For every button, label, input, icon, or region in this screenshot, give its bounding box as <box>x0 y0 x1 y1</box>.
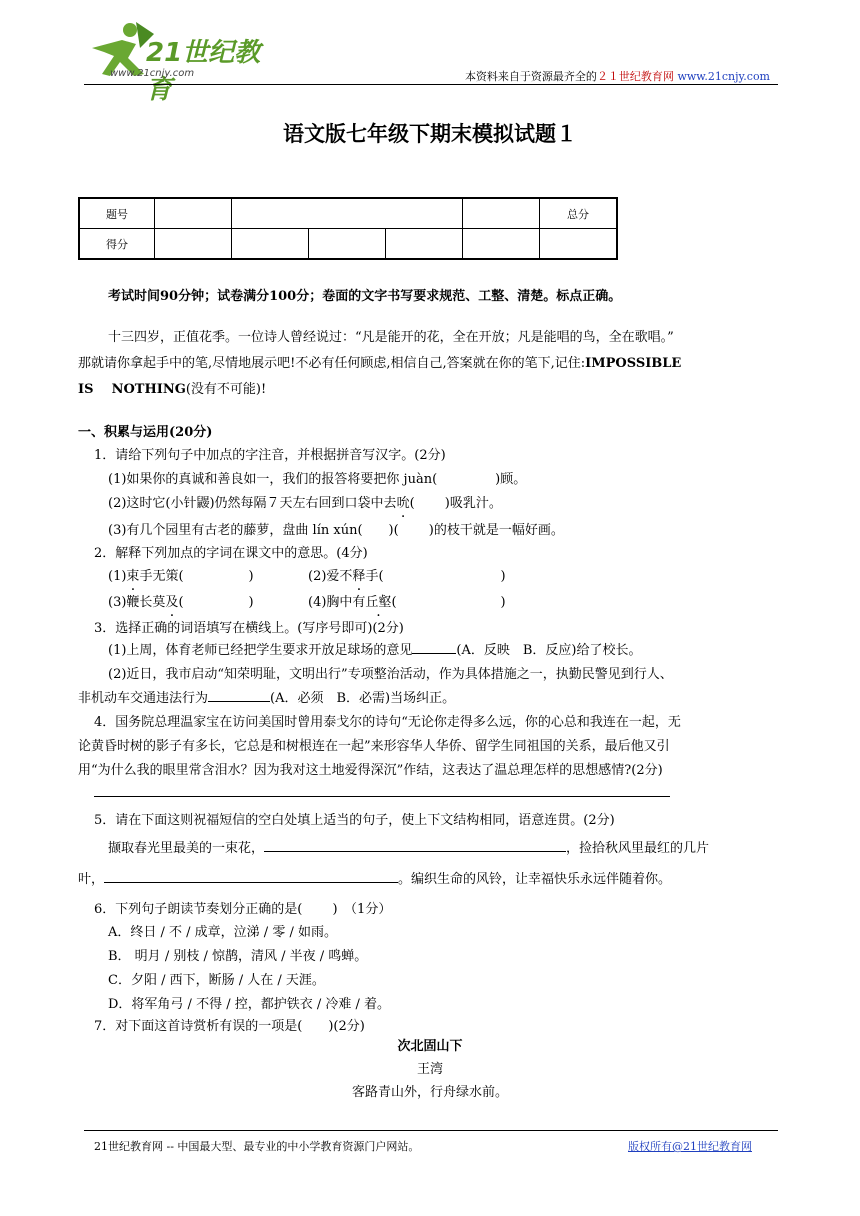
header-divider <box>84 84 778 85</box>
q1-stem: 1．请给下列句子中加点的字注音，并根据拼音写汉字。(2分) <box>94 448 446 463</box>
section-heading: 一、积累与运用(20分) <box>78 425 213 440</box>
header-note: 本资料来自于资源最齐全的２１世纪教育网 www.21cnjy.com <box>464 70 770 83</box>
poem-line-1: 客路青山外，行舟绿水前。 <box>351 1085 508 1100</box>
total-label: 总分 <box>540 198 618 229</box>
q2-item-1: (1)束手无策( ) <box>108 569 254 584</box>
q1-item-2: (2)这时它(小针鼹)仍然每隔７天左右回到口袋中去吮( )吸乳汁。 <box>108 496 502 511</box>
q5-blank-2[interactable] <box>104 882 398 883</box>
footer-copyright-link[interactable]: 版权所有@21世纪教育网 <box>628 1140 752 1153</box>
q1-item-3: (3)有几个园里有古老的藤萝，盘曲 lín xún( )( )的枝干就是一幅好画。 <box>108 523 564 538</box>
intro-line-1: 十三四岁，正值花季。一位诗人曾经说过：“凡是能开的花，全在开放；凡是能唱的鸟，全在歌唱。” <box>108 330 674 345</box>
footer-divider <box>84 1130 778 1131</box>
q1-item-1: (1)如果你的真诚和善良如一，我们的报答将要把你 juàn( )顾。 <box>108 472 527 487</box>
logo-text: 21世纪教育 <box>146 38 261 105</box>
q6-option-d: D．将军角弓 / 不得 / 控，都护铁衣 / 冷难 / 着。 <box>108 997 391 1012</box>
q6-option-c: C．夕阳 / 西下，断肠 / 人在 / 天涯。 <box>108 973 325 988</box>
brand-link[interactable]: ２１世纪教育网 <box>596 70 674 83</box>
site-logo <box>84 18 284 105</box>
intro-line-2: 那就请你拿起手中的笔,尽情地展示吧!不必有任何顾虑,相信自己,答案就在你的笔下,记住:IMPOSSIBLE <box>78 356 682 371</box>
q5-line-2: 叶， 。编织生命的风铃，让幸福快乐永远伴随着你。 <box>78 872 672 887</box>
q2-item-3: (3)鞭长莫及( ) <box>108 595 254 610</box>
q4-line-2: 论黄昏时树的影子有多长，它总是和树根连在一起”来形容华人华侨、留学生同祖国的关系，最后他又引 <box>78 739 670 754</box>
q5-blank-1[interactable] <box>264 851 566 852</box>
page-title: 语文版七年级下期末模拟试题１ <box>283 122 577 146</box>
q4-answer-line[interactable] <box>94 796 670 797</box>
q6-option-b: B． 明月 / 别枝 / 惊鹊，清风 / 半夜 / 鸣蝉。 <box>108 949 368 964</box>
exam-info: 考试时间90分钟；试卷满分100分；卷面的文字书写要求规范、工整、清楚。标点正确。 <box>108 289 622 304</box>
q3-stem: 3．选择正确的词语填写在横线上。(写序号即可)(2分) <box>94 621 404 636</box>
score-table <box>78 197 618 260</box>
logo-url: www.21cnjy.com <box>110 68 195 79</box>
q6-option-a: A．终日 / 不 / 成章，泣涕 / 零 / 如雨。 <box>108 925 337 940</box>
q7-stem: 7．对下面这首诗赏析有误的一项是( )(2分) <box>94 1019 365 1034</box>
q4-line-1: 4．国务院总理温家宝在访问美国时曾用泰戈尔的诗句“无论你走得多么远，你的心总和我连在一起，无 <box>94 715 681 730</box>
intro-line-3: IS NOTHING(没有不可能)! <box>78 382 267 397</box>
site-url-link[interactable]: www.21cnjy.com <box>677 70 770 83</box>
q2-item-4: (4)胸中有丘壑( ) <box>308 595 506 610</box>
row-label-question-number: 题号 <box>79 198 155 229</box>
q6-stem: 6．下列句子朗读节奏划分正确的是( ) （1分） <box>94 902 392 917</box>
poem-author: 王湾 <box>416 1062 443 1077</box>
q3-item-1: (1)上周，体育老师已经把学生要求开放足球场的意见 (A．反映 B．反应)给了校长。 <box>108 643 642 658</box>
q3-item-2-line-2: 非机动车交通违法行为 (A．必须 B．必需)当场纠正。 <box>78 691 456 706</box>
q5-stem: 5．请在下面这则祝福短信的空白处填上适当的句子，使上下文结构相同，语意连贯。(2分) <box>94 813 615 828</box>
poem-title: 次北固山下 <box>397 1039 463 1054</box>
q3-item-2-line-1: (2)近日，我市启动“知荣明耻，文明出行”专项整治活动，作为具体措施之一，执勤民警见到行人、 <box>108 667 673 682</box>
q3-blank-2[interactable] <box>208 701 270 702</box>
q2-stem: 2．解释下列加点的字词在课文中的意思。(4分) <box>94 546 368 561</box>
q3-blank-1[interactable] <box>412 653 456 654</box>
q5-line-1: 撷取春光里最美的一束花， ，捡拾秋风里最红的几片 <box>108 841 710 856</box>
q4-line-3: 用“为什么我的眼里常含泪水？因为我对这土地爱得深沉”作结，这表达了温总理怎样的思想感情?(2分) <box>78 763 663 778</box>
footer-text: 21世纪教育网 -- 中国最大型、最专业的中小学教育资源门户网站。 <box>94 1140 420 1153</box>
q2-item-2: (2)爱不释手( ) <box>308 569 506 584</box>
row-label-score: 得分 <box>79 229 155 260</box>
